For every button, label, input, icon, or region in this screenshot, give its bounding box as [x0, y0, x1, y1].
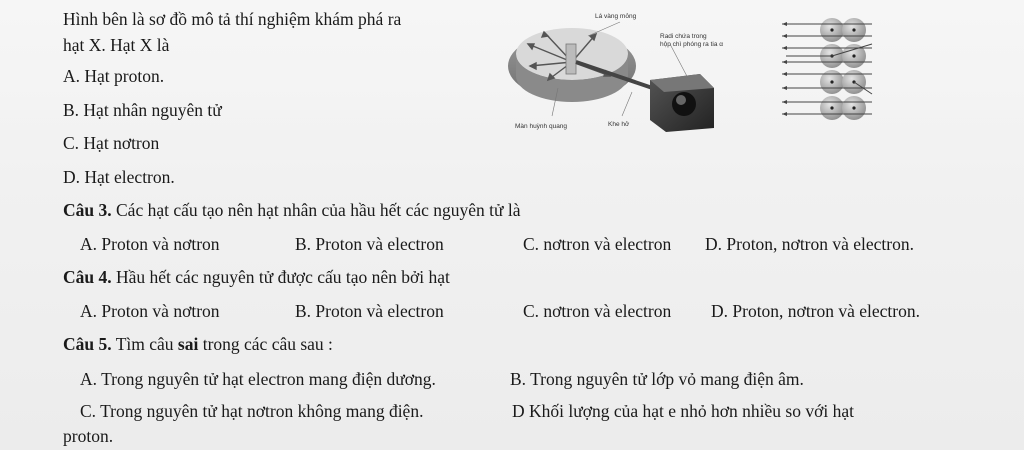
question-5-text-pre: Tìm câu — [115, 334, 174, 354]
question-5-text-post: trong các câu sau : — [202, 334, 333, 354]
label-slit: Khe hở — [608, 121, 630, 128]
question-5-option-d: D Khối lượng của hạt e nhỏ hơn nhiều so với hạt — [512, 401, 854, 421]
question-5-option-d-continuation: proton. — [63, 426, 114, 446]
atom-spheres — [820, 18, 866, 120]
question-4-option-c: C. nơtron và electron — [523, 301, 672, 321]
intro-line-2: hạt X. Hạt X là — [63, 35, 170, 55]
question-4 — [63, 266, 450, 288]
intro-option-b: B. Hạt nhân nguyên tử — [63, 100, 222, 120]
question-3-number: Câu 3. — [63, 200, 112, 220]
question-3-text: Các hạt cấu tạo nên hạt nhân của hầu hết các nguyên tử là — [116, 200, 521, 220]
intro-line-1: Hình bên là sơ đồ mô tả thí nghiệm khám phá ra — [63, 9, 402, 29]
question-3 — [63, 199, 521, 221]
gold-foil — [566, 44, 576, 74]
question-4-option-d: D. Proton, nơtron và electron. — [711, 301, 921, 321]
question-5-option-b: B. Trong nguyên tử lớp vỏ mang điện âm. — [510, 369, 804, 389]
intro-option-d: D. Hạt electron. — [63, 167, 175, 187]
label-radium-source-2: hộp chì phóng ra tia α — [660, 41, 724, 48]
question-3-option-d: D. Proton, nơtron và electron. — [705, 234, 915, 254]
question-4-text: Hầu hết các nguyên tử được cấu tạo nên bởi hạt — [116, 267, 450, 287]
question-3-option-a: A. Proton và nơtron — [80, 234, 220, 254]
question-5-number: Câu 5. — [63, 334, 112, 354]
intro-option-a: A. Hạt proton. — [63, 66, 165, 86]
label-gold-foil: Lá vàng mỏng — [595, 13, 637, 20]
label-radium-source-1: Radi chứa trong — [660, 33, 707, 40]
intro-option-c: C. Hạt nơtron — [63, 133, 160, 153]
label-fluorescent-screen: Màn huỳnh quang — [515, 123, 568, 130]
question-4-option-a: A. Proton và nơtron — [80, 301, 220, 321]
question-4-option-b: B. Proton và electron — [295, 301, 444, 321]
question-3-option-b: B. Proton và electron — [295, 234, 444, 254]
question-5-text-emphasis: sai — [177, 334, 199, 354]
question-5-option-c: C. Trong nguyên tử hạt nơtron không mang điện. — [80, 401, 424, 421]
question-5 — [63, 333, 333, 355]
rutherford-experiment-diagram — [500, 4, 770, 134]
question-5-option-a: A. Trong nguyên tử hạt electron mang điện dương. — [80, 369, 436, 389]
question-3-option-c: C. nơtron và electron — [523, 234, 672, 254]
question-4-number: Câu 4. — [63, 267, 112, 287]
atom-scattering-diagram — [778, 14, 874, 126]
